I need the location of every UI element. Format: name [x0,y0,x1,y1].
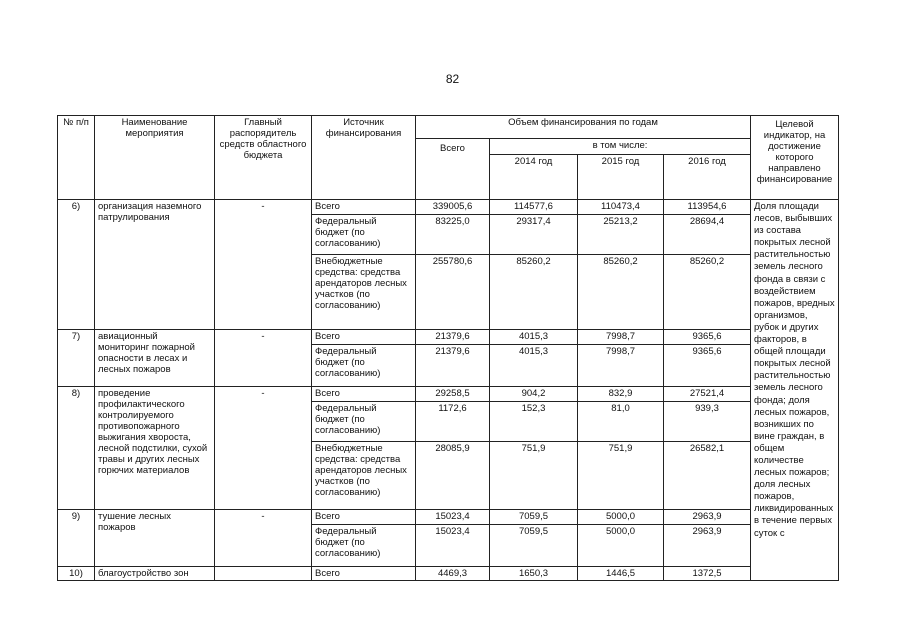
amount-total: 15023,4 [416,525,490,567]
amount-2016: 26582,1 [664,442,751,510]
amount-2015: 5000,0 [578,525,664,567]
target-indicator: Доля площади лесов, выбывших из состава покрытых лесной растительностью земель лесного фонда в связи с воздействием пожаров, вредных организмов, рубок и других факторов, в общей площади покрытых лесной растительностью земель лесного фонда; доля лесных пожаров, возникших по вине граждан, в общем количестве лесных пожаров; доля лесных пожаров, ликвидированных в течение первых суток с [751,200,839,581]
amount-2014: 114577,6 [490,200,578,215]
table-row [58,330,839,345]
header-2014: 2014 год [490,155,578,200]
page-number: 82 [445,72,460,86]
amount-2015: 7998,7 [578,345,664,387]
header-indicator: Целевой индикатор, на достижение которого направлено финансирование [751,116,839,200]
amount-2016: 9365,6 [664,330,751,345]
financing-source: Внебюджетные средства: средства арендаторов лесных участков (по согласованию) [312,255,416,330]
amount-2016: 9365,6 [664,345,751,387]
amount-2014: 29317,4 [490,215,578,255]
financing-source: Всего [312,200,416,215]
table-row [58,510,839,525]
measure-name: благоустройство зон [95,567,215,581]
financing-table [57,115,839,581]
amount-2015: 110473,4 [578,200,664,215]
budget-administrator [215,567,312,581]
amount-2015: 1446,5 [578,567,664,581]
table-row [58,567,839,581]
table-row [58,387,839,402]
amount-2015: 832,9 [578,387,664,402]
amount-2014: 85260,2 [490,255,578,330]
row-number: 6) [58,200,95,330]
amount-total: 1172,6 [416,402,490,442]
measure-name: проведение профилактического контролируемого противопожарного выжигания хвороста, лесной подстилки, сухой травы и других лесных горючих материалов [95,387,215,510]
header-including: в том числе: [490,139,751,155]
amount-total: 28085,9 [416,442,490,510]
financing-source: Федеральный бюджет (по согласованию) [312,402,416,442]
budget-administrator: - [215,387,312,510]
amount-2014: 904,2 [490,387,578,402]
header-source: Источник финансирования [312,116,416,200]
budget-administrator: - [215,510,312,567]
amount-total: 21379,6 [416,330,490,345]
amount-2016: 1372,5 [664,567,751,581]
amount-2014: 1650,3 [490,567,578,581]
amount-total: 21379,6 [416,345,490,387]
amount-2016: 939,3 [664,402,751,442]
amount-2014: 7059,5 [490,510,578,525]
header-2015: 2015 год [578,155,664,200]
row-number: 9) [58,510,95,567]
header-num: № п/п [58,116,95,200]
header-admin: Главный распорядитель средств областного бюджета [215,116,312,200]
amount-2015: 751,9 [578,442,664,510]
financing-source: Федеральный бюджет (по согласованию) [312,525,416,567]
amount-2015: 25213,2 [578,215,664,255]
measure-name: тушение лесных пожаров [95,510,215,567]
financing-source: Всего [312,387,416,402]
financing-source: Внебюджетные средства: средства арендаторов лесных участков (по согласованию) [312,442,416,510]
amount-2014: 4015,3 [490,345,578,387]
amount-2015: 81,0 [578,402,664,442]
amount-2016: 28694,4 [664,215,751,255]
amount-2014: 751,9 [490,442,578,510]
header-name: Наименование мероприятия [95,116,215,200]
amount-2015: 85260,2 [578,255,664,330]
amount-total: 339005,6 [416,200,490,215]
amount-2016: 113954,6 [664,200,751,215]
measure-name: авиационный мониторинг пожарной опасности в лесах и лесных пожаров [95,330,215,387]
row-number: 7) [58,330,95,387]
financing-source: Федеральный бюджет (по согласованию) [312,345,416,387]
amount-total: 255780,6 [416,255,490,330]
amount-2015: 5000,0 [578,510,664,525]
amount-2016: 85260,2 [664,255,751,330]
header-total: Всего [416,139,490,200]
amount-2016: 27521,4 [664,387,751,402]
amount-total: 29258,5 [416,387,490,402]
budget-administrator: - [215,330,312,387]
amount-2016: 2963,9 [664,525,751,567]
amount-2016: 2963,9 [664,510,751,525]
amount-total: 15023,4 [416,510,490,525]
amount-total: 4469,3 [416,567,490,581]
amount-2015: 7998,7 [578,330,664,345]
header-2016: 2016 год [664,155,751,200]
measure-name: организация наземного патрулирования [95,200,215,330]
amount-2014: 152,3 [490,402,578,442]
financing-source: Всего [312,330,416,345]
row-number: 10) [58,567,95,581]
table-row [58,200,839,215]
financing-source: Всего [312,567,416,581]
budget-administrator: - [215,200,312,330]
financing-source: Всего [312,510,416,525]
header-volume: Объем финансирования по годам [416,116,751,139]
amount-2014: 4015,3 [490,330,578,345]
row-number: 8) [58,387,95,510]
financing-source: Федеральный бюджет (по согласованию) [312,215,416,255]
amount-total: 83225,0 [416,215,490,255]
amount-2014: 7059,5 [490,525,578,567]
